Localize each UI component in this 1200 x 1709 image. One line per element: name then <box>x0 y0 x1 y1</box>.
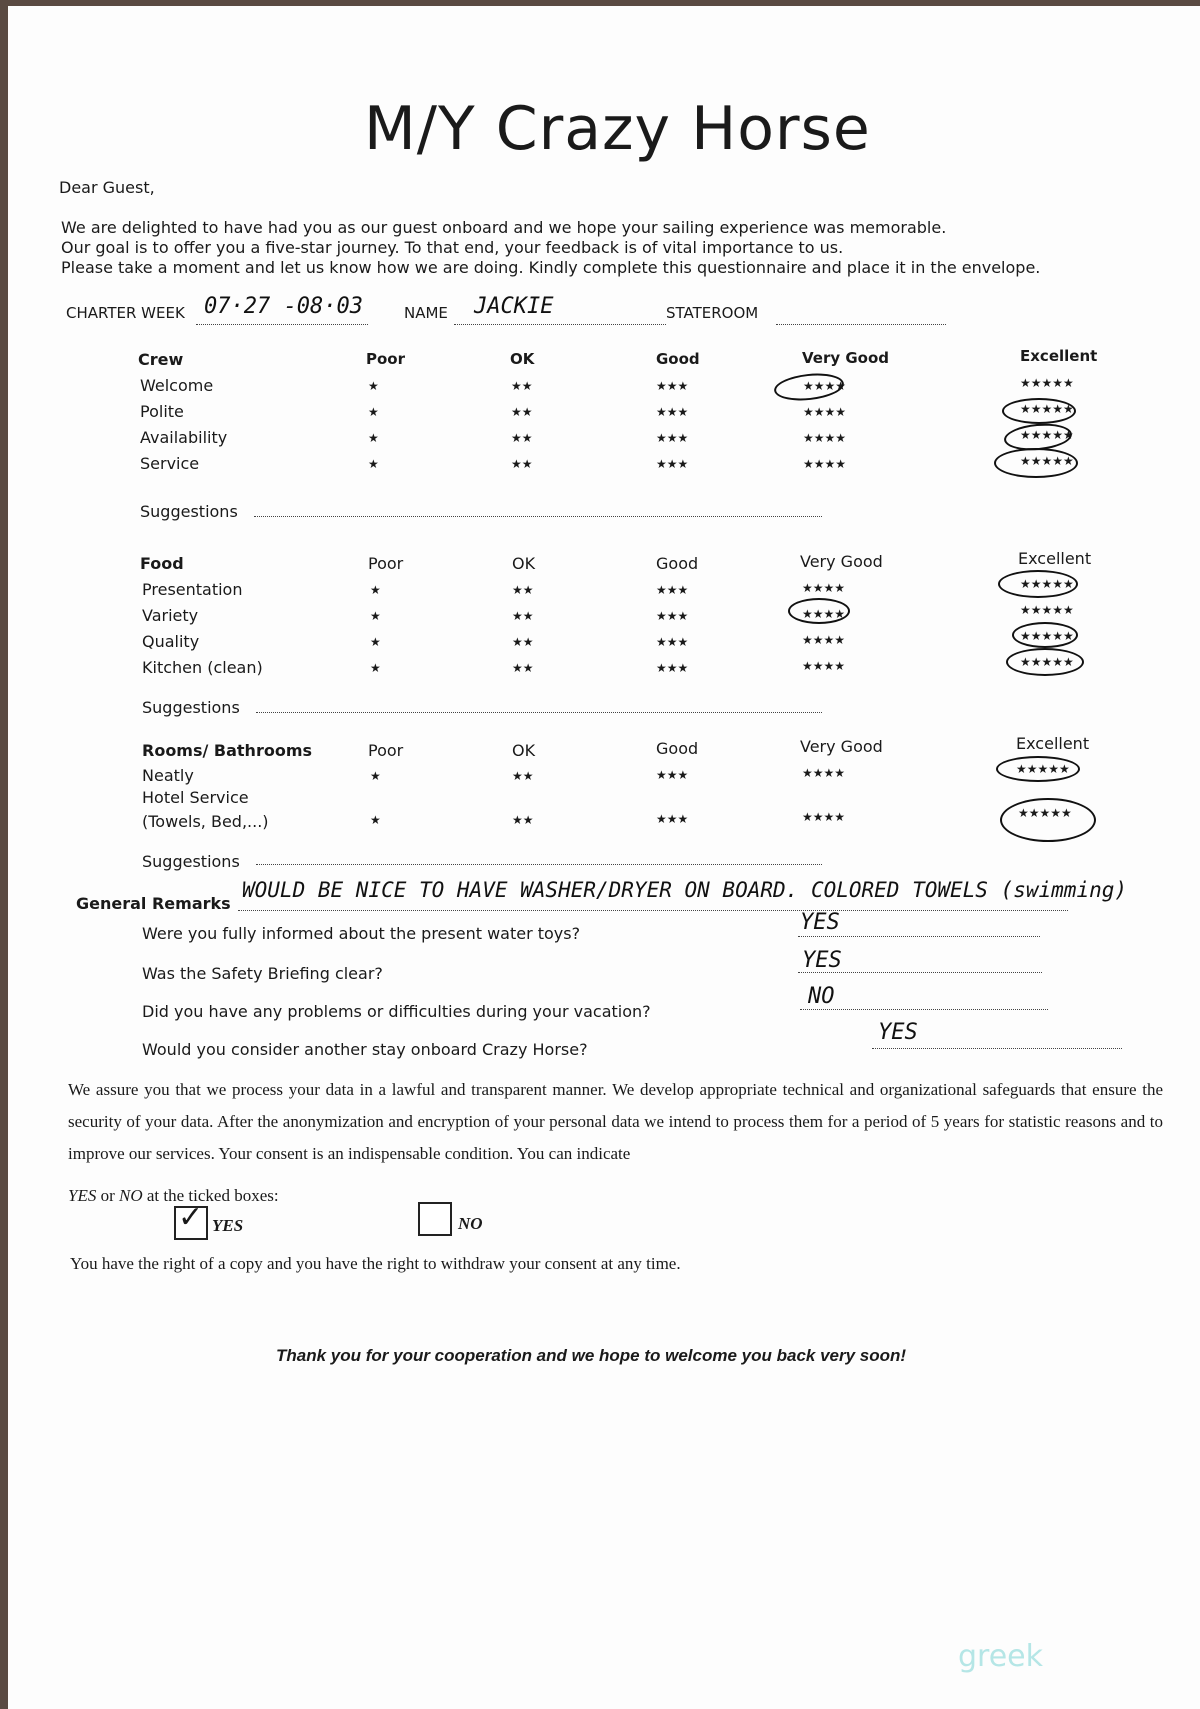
food-heading: Food <box>140 554 184 573</box>
crew-col-good: Good <box>656 350 700 368</box>
rooms-col-ok: OK <box>512 741 536 760</box>
food-col-good: Good <box>656 554 699 573</box>
stateroom-label: STATEROOM <box>666 304 759 322</box>
rating-star[interactable]: ★★★ <box>656 768 689 782</box>
rating-star[interactable]: ★ <box>370 609 381 623</box>
rating-star[interactable]: ★★★ <box>656 583 689 597</box>
food-suggestions-label: Suggestions <box>142 698 240 717</box>
consent-yes-label: YES <box>212 1216 244 1235</box>
name-line <box>454 324 666 325</box>
rating-star[interactable]: ★★★ <box>656 379 689 393</box>
charter-week-label: CHARTER WEEK <box>66 304 185 322</box>
greeting: Dear Guest, <box>59 178 155 197</box>
data-protection-text: We assure you that we process your data in a lawful and transparent manner. We develop appropriate technical and organizational safeguards that ensure the security of your data. After the anonymization and encryption of your personal data we intend to process them for a period of 5 years for statistic reasons and to improve our services. Your consent is an indispensable condition. You can indicate <box>68 1080 1163 1163</box>
rating-star[interactable]: ★★ <box>512 769 534 783</box>
rooms-suggestions-line[interactable] <box>256 864 822 865</box>
page-title: M/Y Crazy Horse <box>364 94 871 164</box>
food-col-poor: Poor <box>368 554 404 573</box>
answer-line <box>798 972 1042 973</box>
consent-yes-checkbox[interactable] <box>174 1200 208 1240</box>
general-remarks-line <box>238 910 1068 911</box>
data-protection-paragraph <box>68 1074 1163 1170</box>
crew-col-excellent: Excellent <box>1020 347 1098 365</box>
feedback-form <box>8 6 1200 1709</box>
general-remarks-value[interactable]: WOULD BE NICE TO HAVE WASHER/DRYER ON BOARD. COLORED TOWELS (swimming) <box>242 878 1128 902</box>
rating-star[interactable]: ★★★ <box>656 609 689 623</box>
consent-no-word: NO <box>119 1186 143 1205</box>
crew-row-availability: Availability <box>140 428 228 447</box>
selection-circle <box>1006 648 1084 676</box>
charter-week-value[interactable]: 07·27 -08·03 <box>204 294 363 319</box>
name-label: NAME <box>404 304 448 322</box>
rating-star[interactable]: ★★★★ <box>802 659 846 673</box>
intro-line-1: We are delighted to have had you as our guest onboard and we hope your sailing experience was memorable. <box>61 218 947 237</box>
answer-water-toys[interactable]: YES <box>800 910 840 935</box>
answer-safety-briefing[interactable]: YES <box>802 948 842 973</box>
rating-star[interactable]: ★★★★★ <box>1020 655 1074 669</box>
crew-suggestions-line[interactable] <box>254 516 822 517</box>
rating-star[interactable]: ★ <box>368 431 379 445</box>
rating-star[interactable]: ★ <box>370 661 381 675</box>
consent-instruction-rest: at the ticked boxes: <box>142 1186 279 1205</box>
rating-star[interactable]: ★★ <box>512 661 534 675</box>
crew-suggestions-label: Suggestions <box>140 502 238 521</box>
rating-star[interactable]: ★★★★★ <box>1020 376 1074 390</box>
consent-instruction <box>68 1186 279 1206</box>
question-safety-briefing: Was the Safety Briefing clear? <box>142 964 383 983</box>
rating-star[interactable]: ★★★★ <box>802 607 846 621</box>
rating-star[interactable]: ★★★ <box>656 635 689 649</box>
rating-star[interactable]: ★★★★★ <box>1020 577 1074 591</box>
question-problems: Did you have any problems or difficulties during your vacation? <box>142 1002 651 1021</box>
crew-col-ok: OK <box>510 350 535 368</box>
rooms-col-very-good: Very Good <box>800 737 883 756</box>
selection-circle <box>1012 622 1078 648</box>
general-remarks-label: General Remarks <box>76 894 231 913</box>
name-value[interactable]: JACKIE <box>474 294 554 319</box>
rating-star[interactable]: ★★★★ <box>802 810 846 824</box>
food-col-excellent: Excellent <box>1018 549 1092 568</box>
rooms-suggestions-label: Suggestions <box>142 852 240 871</box>
answer-problems[interactable]: NO <box>808 984 835 1009</box>
rating-star[interactable]: ★ <box>368 405 379 419</box>
rating-star[interactable]: ★★★ <box>656 405 689 419</box>
selection-circle <box>998 570 1078 598</box>
answer-line <box>800 1009 1048 1010</box>
crew-col-poor: Poor <box>366 350 406 368</box>
rooms-row-hotel-service-detail: (Towels, Bed,...) <box>142 812 269 831</box>
rating-star[interactable]: ★★★★ <box>802 633 846 647</box>
rating-star[interactable]: ★★ <box>512 813 534 827</box>
rating-star[interactable]: ★★★ <box>656 431 689 445</box>
watermark: greek <box>958 1639 1044 1674</box>
food-col-very-good: Very Good <box>800 552 883 571</box>
rating-star[interactable]: ★★★★ <box>803 431 847 445</box>
rating-star[interactable]: ★ <box>368 379 379 393</box>
rating-star[interactable]: ★★ <box>512 635 534 649</box>
selection-circle <box>996 756 1080 782</box>
rating-star[interactable]: ★★ <box>512 609 534 623</box>
selection-circle <box>994 448 1078 478</box>
rating-star[interactable]: ★★★★ <box>802 766 846 780</box>
rooms-col-excellent: Excellent <box>1016 734 1090 753</box>
charter-week-line <box>196 324 368 325</box>
rating-star[interactable]: ★★ <box>511 379 533 393</box>
rating-star[interactable]: ★★★ <box>656 661 689 675</box>
answer-line <box>872 1048 1122 1049</box>
rating-star[interactable]: ★★★★ <box>803 405 847 419</box>
crew-row-welcome: Welcome <box>140 376 214 395</box>
consent-or-word: or <box>96 1186 120 1205</box>
rating-star[interactable]: ★ <box>370 769 381 783</box>
intro-line-2: Our goal is to offer you a five-star journey. To that end, your feedback is of vital importance to us. <box>61 238 844 257</box>
rights-text: You have the right of a copy and you have the right to withdraw your consent at any time. <box>70 1254 681 1273</box>
rating-star[interactable]: ★★★★★ <box>1020 428 1074 442</box>
rating-star[interactable]: ★★★ <box>656 457 689 471</box>
rating-star[interactable]: ★★★★★ <box>1020 603 1074 617</box>
crew-heading: Crew <box>138 350 184 369</box>
selection-circle <box>1000 798 1096 842</box>
stateroom-line[interactable] <box>776 324 946 325</box>
rating-star[interactable]: ★★ <box>511 405 533 419</box>
rating-star[interactable]: ★ <box>370 583 381 597</box>
rooms-col-good: Good <box>656 739 699 758</box>
rating-star[interactable]: ★★★★★ <box>1020 454 1074 468</box>
rooms-row-hotel-service: Hotel Service <box>142 788 249 807</box>
question-another-stay: Would you consider another stay onboard Crazy Horse? <box>142 1040 588 1059</box>
rating-star[interactable]: ★★★★ <box>802 581 846 595</box>
crew-col-very-good: Very Good <box>802 349 890 367</box>
rating-star[interactable]: ★ <box>370 813 381 827</box>
rooms-row-neatly: Neatly <box>142 766 194 785</box>
crew-row-service: Service <box>140 454 200 473</box>
rating-star[interactable]: ★★★★★ <box>1020 402 1074 416</box>
food-row-kitchen: Kitchen (clean) <box>142 658 263 677</box>
answer-another-stay[interactable]: YES <box>878 1020 918 1045</box>
rating-star[interactable]: ★★★★★ <box>1018 806 1072 820</box>
rating-star[interactable]: ★★ <box>511 431 533 445</box>
selection-circle <box>1002 398 1076 424</box>
crew-row-polite: Polite <box>140 402 184 421</box>
consent-yes-word: YES <box>68 1186 97 1205</box>
rating-star[interactable]: ★ <box>370 635 381 649</box>
food-col-ok: OK <box>512 554 536 573</box>
food-suggestions-line[interactable] <box>256 712 822 713</box>
rating-star[interactable]: ★★★★★ <box>1020 629 1074 643</box>
rating-star[interactable]: ★★★★ <box>803 379 847 393</box>
selection-circle <box>773 370 845 403</box>
selection-circle <box>788 598 850 624</box>
food-row-presentation: Presentation <box>142 580 243 599</box>
rooms-col-poor: Poor <box>368 741 404 760</box>
rating-star[interactable]: ★★ <box>511 457 533 471</box>
food-row-variety: Variety <box>142 606 199 625</box>
rating-star[interactable]: ★★★★★ <box>1016 762 1070 776</box>
intro-line-3: Please take a moment and let us know how we are doing. Kindly complete this questionnaire and place it in the envelope. <box>61 258 1041 277</box>
consent-no-checkbox[interactable] <box>418 1202 452 1236</box>
rating-star[interactable]: ★ <box>368 457 379 471</box>
thank-you-message: Thank you for your cooperation and we hope to welcome you back very soon! <box>276 1346 907 1365</box>
rooms-heading: Rooms/ Bathrooms <box>142 741 313 760</box>
answer-line <box>798 936 1040 937</box>
check-mark-icon: ✓ <box>178 1200 204 1235</box>
rating-star[interactable]: ★★★★ <box>803 457 847 471</box>
rating-star[interactable]: ★★ <box>512 583 534 597</box>
consent-no-label: NO <box>458 1214 483 1233</box>
rating-star[interactable]: ★★★ <box>656 812 689 826</box>
question-water-toys: Were you fully informed about the present water toys? <box>142 924 581 943</box>
food-row-quality: Quality <box>142 632 200 651</box>
